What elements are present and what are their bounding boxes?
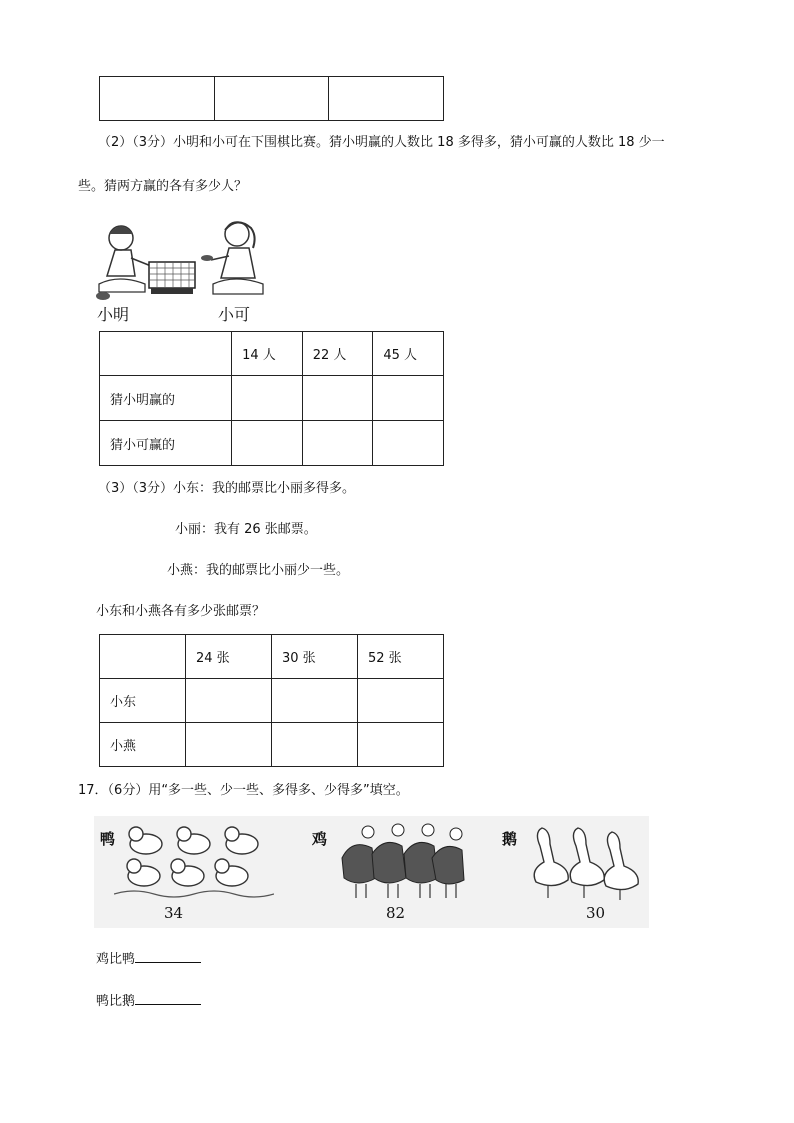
q3-line1: （3）（3分）小东：我的邮票比小丽多得多。 (98, 481, 356, 496)
animal-label-chicken: 鸡 (312, 830, 328, 848)
answer-cell[interactable] (185, 723, 271, 767)
animal-label-duck: 鸭 (100, 830, 116, 848)
answer-cell[interactable] (271, 723, 357, 767)
table-header-cell: 30 张 (271, 635, 357, 679)
q3-line3: 小燕：我的邮票比小丽少一些。 (167, 563, 350, 578)
animal-illustration-panel (94, 816, 649, 928)
table-header-cell (100, 332, 232, 376)
fill-blank-text: 鸭比鹅 (96, 994, 136, 1009)
fill-blank-line1 (96, 948, 201, 969)
answer-blank[interactable] (135, 990, 201, 1005)
table-row (100, 723, 444, 767)
go-game-illustration (95, 214, 270, 304)
q2-prompt-line2: 些。猜两方赢的各有多少人？ (78, 179, 248, 194)
answer-cell[interactable] (271, 679, 357, 723)
answer-cell[interactable] (357, 723, 443, 767)
caption-xiaoke: 小可 (218, 305, 251, 324)
q3-table (99, 634, 444, 767)
table-header-cell: 24 张 (185, 635, 271, 679)
animal-label-goose: 鹅 (502, 830, 518, 848)
fill-blank-line2 (96, 990, 201, 1011)
answer-cell[interactable] (357, 679, 443, 723)
table-row (100, 421, 444, 466)
table-row (100, 376, 444, 421)
answer-cell[interactable] (373, 376, 444, 421)
answer-cell[interactable] (373, 421, 444, 466)
answer-cell[interactable] (302, 376, 373, 421)
q2-table (99, 331, 444, 466)
q3-line2: 小丽：我有 26 张邮票。 (175, 522, 317, 537)
empty-cell (100, 77, 215, 121)
top-empty-table (99, 76, 444, 121)
answer-cell[interactable] (232, 421, 303, 466)
fill-blank-text: 鸡比鸭 (96, 952, 136, 967)
ducks-illustration (114, 822, 274, 904)
table-header-cell (100, 635, 186, 679)
empty-cell (214, 77, 329, 121)
animal-count-chicken: 82 (386, 904, 406, 922)
q17-prompt: 17．（6分）用“多一些、少一些、多得多、少得多”填空。 (78, 783, 409, 798)
row-label: 猜小明赢的 (100, 376, 232, 421)
answer-blank[interactable] (135, 948, 201, 963)
answer-cell[interactable] (232, 376, 303, 421)
animal-count-goose: 30 (586, 904, 606, 922)
answer-cell[interactable] (185, 679, 271, 723)
answer-cell[interactable] (302, 421, 373, 466)
q2-prompt-line1: （2）（3分）小明和小可在下围棋比赛。猜小明赢的人数比 18 多得多，猜小可赢的人数比 18 少一 (98, 135, 665, 150)
row-label: 小燕 (100, 723, 186, 767)
empty-cell (329, 77, 444, 121)
table-row (100, 679, 444, 723)
table-header-cell: 45 人 (373, 332, 444, 376)
animal-count-duck: 34 (164, 904, 184, 922)
geese-illustration (524, 822, 649, 902)
chickens-illustration (332, 818, 472, 904)
q3-question: 小东和小燕各有多少张邮票？ (96, 604, 266, 619)
table-header-cell: 52 张 (357, 635, 443, 679)
row-label: 小东 (100, 679, 186, 723)
caption-xiaoming: 小明 (97, 305, 130, 324)
row-label: 猜小可赢的 (100, 421, 232, 466)
table-header-cell: 14 人 (232, 332, 303, 376)
table-header-cell: 22 人 (302, 332, 373, 376)
